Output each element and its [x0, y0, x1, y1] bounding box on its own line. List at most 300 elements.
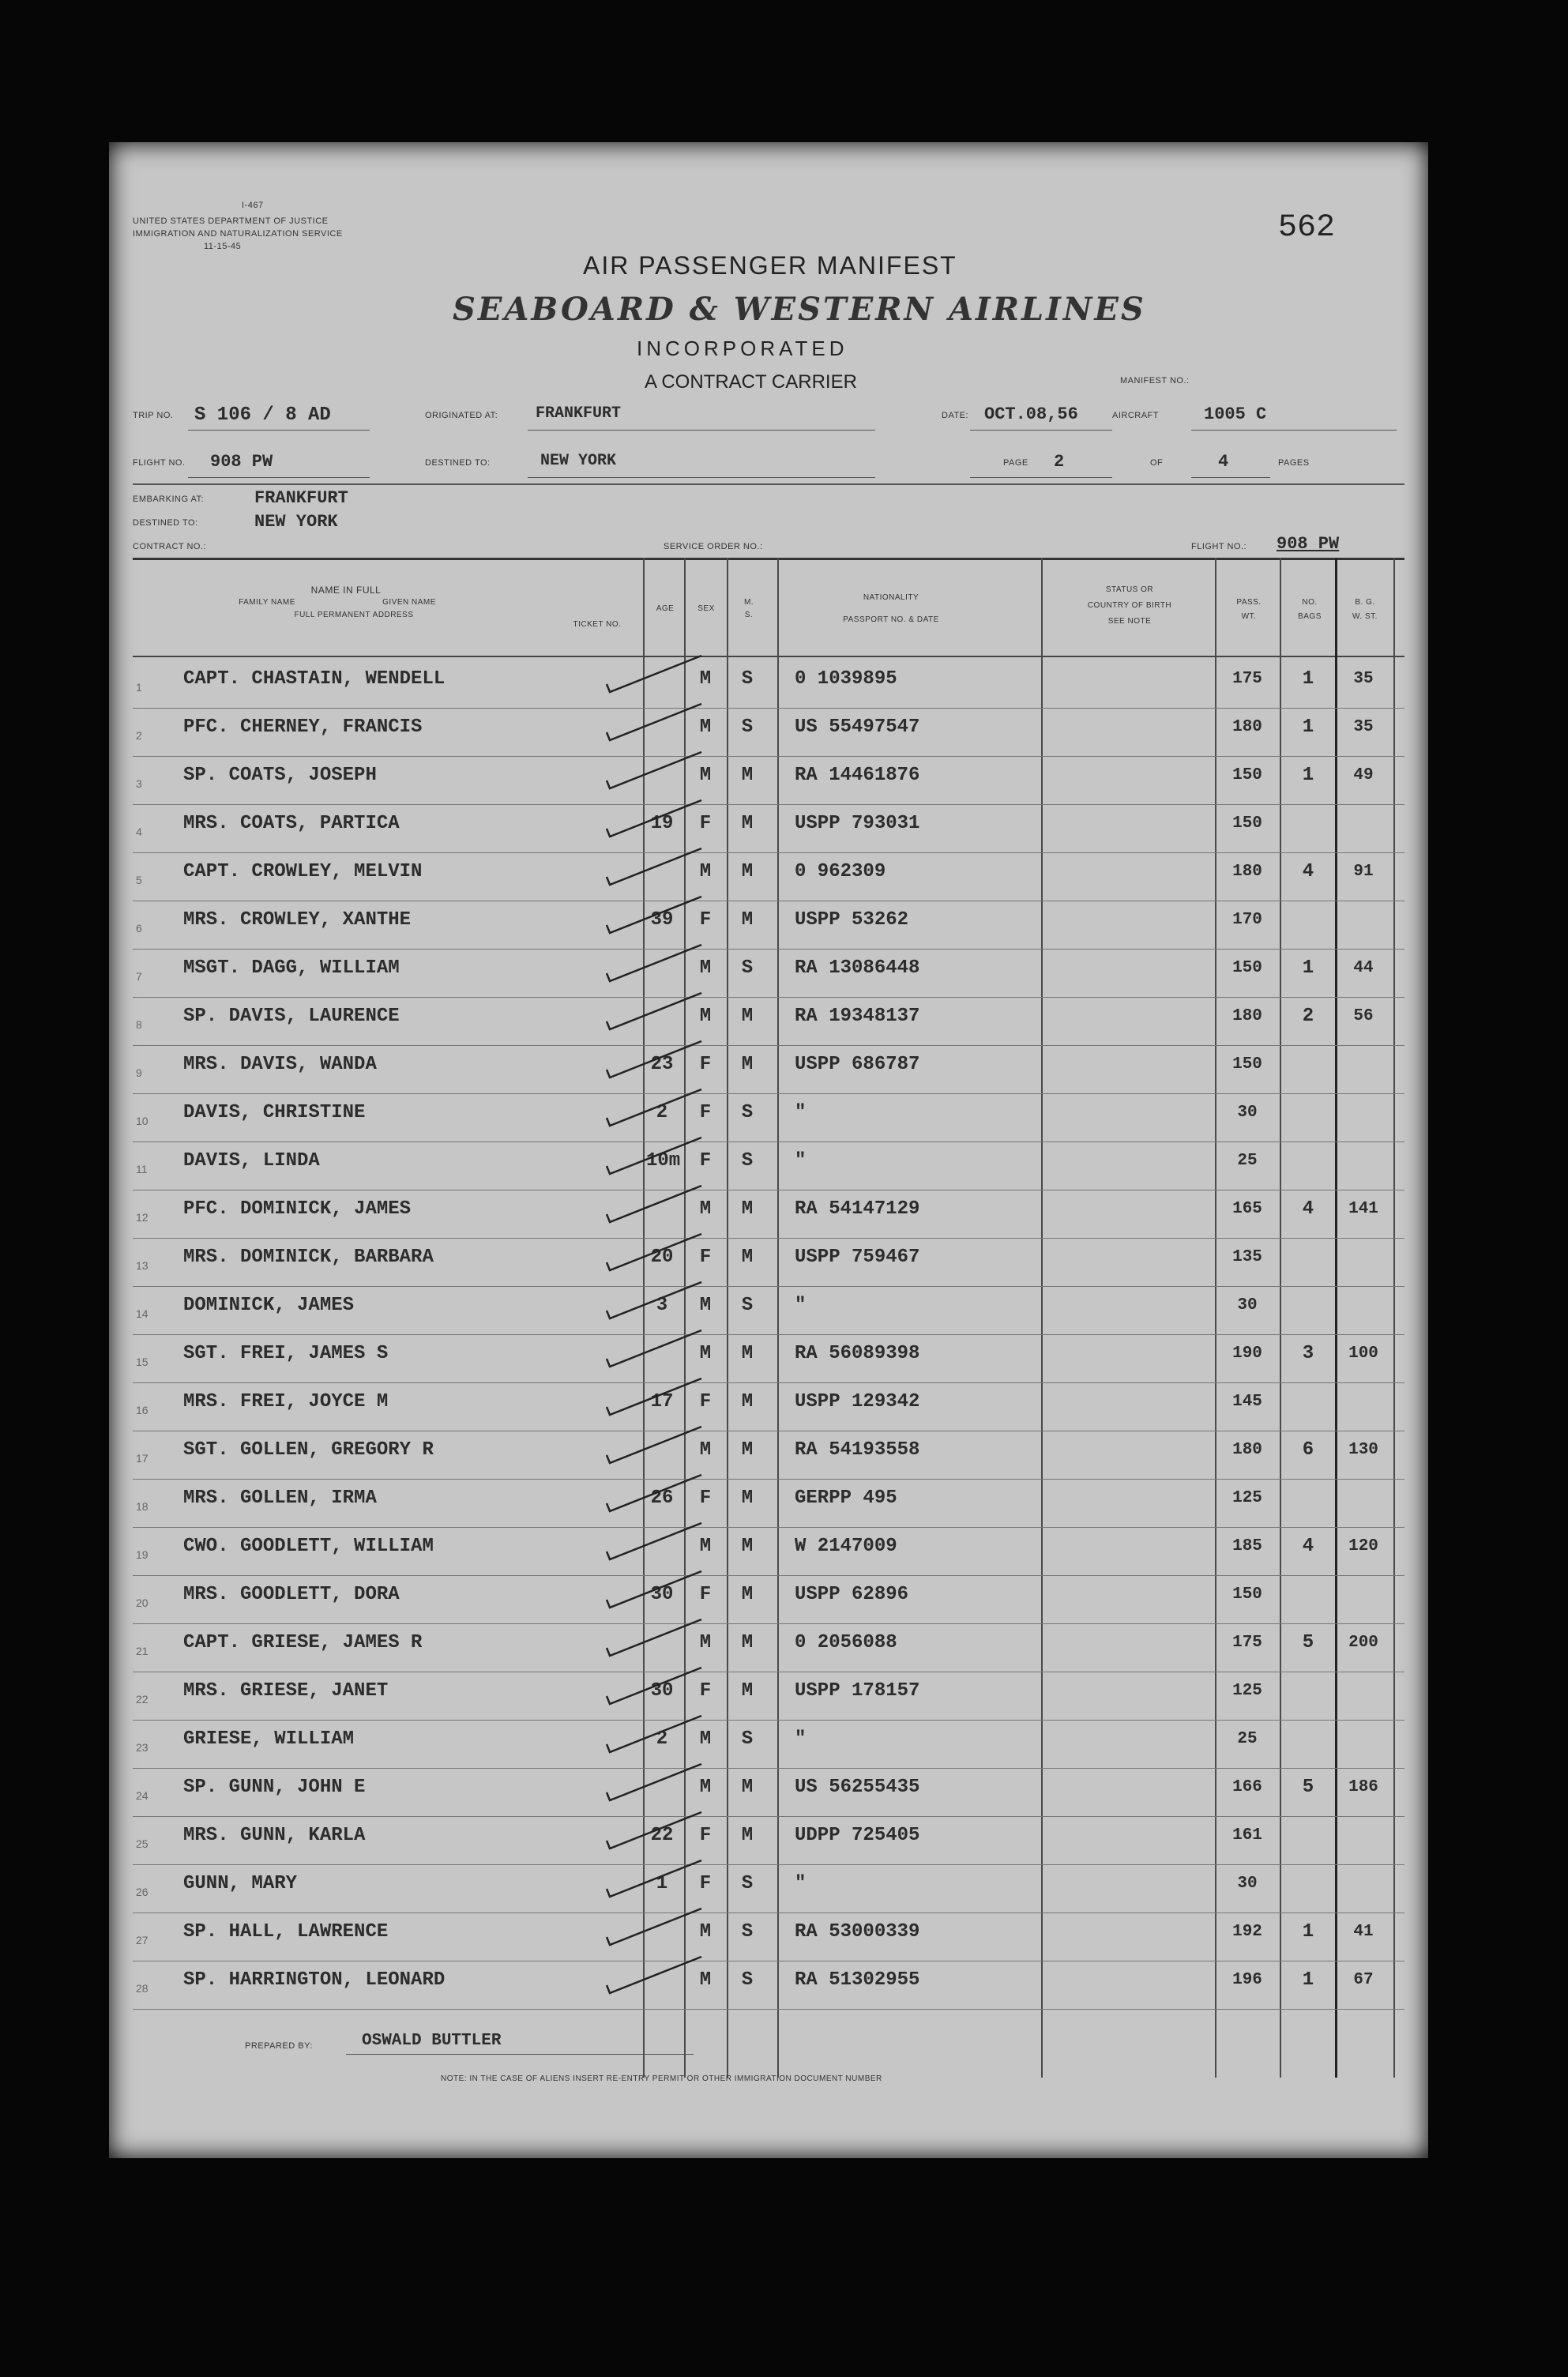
row-number: 15 [136, 1356, 149, 1368]
passenger-name: MRS. CROWLEY, XANTHE [183, 909, 412, 931]
row-number: 10 [136, 1115, 149, 1127]
row-number: 21 [136, 1645, 149, 1657]
carrier-type: A CONTRACT CARRIER [645, 371, 857, 393]
footer-note: NOTE: IN THE CASE OF ALIENS INSERT RE-ENTRY PERMIT OR OTHER IMMIGRATION DOCUMENT NUMBER [441, 2074, 882, 2083]
passenger-marital-status: M [741, 1439, 754, 1461]
table-row [109, 998, 1428, 1046]
passenger-name: MSGT. DAGG, WILLIAM [183, 957, 400, 979]
passenger-name: CAPT. CROWLEY, MELVIN [183, 861, 423, 882]
passenger-passport: RA 53000339 [795, 1921, 920, 1943]
passenger-weight: 180 [1232, 718, 1262, 736]
check-mark-icon [599, 1758, 709, 1805]
passenger-name: MRS. DOMINICK, BARBARA [183, 1247, 434, 1268]
check-mark-icon [599, 842, 709, 889]
passenger-weight: 180 [1232, 1441, 1262, 1459]
of-value: 4 [1218, 452, 1229, 472]
passenger-name: GRIESE, WILLIAM [183, 1728, 355, 1750]
table-row [109, 757, 1428, 805]
service-label: IMMIGRATION AND NATURALIZATION SERVICE [133, 229, 343, 239]
passenger-weight: 25 [1237, 1152, 1258, 1170]
passenger-bags: 1 [1302, 957, 1314, 979]
table-row [109, 1335, 1428, 1383]
row-number: 28 [136, 1982, 149, 1995]
passenger-bags: 5 [1302, 1777, 1314, 1798]
passenger-name: PFC. CHERNEY, FRANCIS [183, 716, 423, 738]
passenger-marital-status: S [741, 957, 754, 979]
passenger-marital-status: S [741, 1102, 754, 1123]
manifest-title: AIR PASSENGER MANIFEST [583, 251, 957, 280]
passenger-weight: 190 [1232, 1345, 1262, 1363]
passenger-passport: " [795, 1295, 807, 1316]
passenger-age: 20 [650, 1247, 674, 1268]
passenger-sex: M [699, 1777, 712, 1798]
page-stamp: 562 [1278, 210, 1336, 246]
passenger-sex: M [699, 957, 712, 979]
passenger-name: GUNN, MARY [183, 1873, 298, 1894]
passenger-bags: 5 [1302, 1632, 1314, 1653]
passenger-name: DAVIS, CHRISTINE [183, 1102, 366, 1123]
passenger-sex: F [699, 909, 712, 931]
passenger-sex: M [699, 765, 712, 786]
check-mark-icon [599, 1661, 709, 1709]
passenger-bags: 6 [1302, 1439, 1314, 1461]
passenger-name: CAPT. CHASTAIN, WENDELL [183, 668, 446, 690]
passenger-bag-weight: 100 [1348, 1345, 1378, 1363]
check-mark-icon [599, 746, 709, 793]
passenger-name: MRS. GUNN, KARLA [183, 1825, 366, 1846]
passenger-age: 2 [656, 1102, 668, 1123]
passenger-marital-status: M [741, 1680, 754, 1702]
passenger-bags: 4 [1302, 1198, 1314, 1220]
flight-no-label: FLIGHT NO. [133, 458, 186, 468]
passenger-sex: M [699, 1921, 712, 1943]
passenger-bags: 1 [1302, 1921, 1314, 1943]
passenger-bag-weight: 56 [1353, 1007, 1374, 1025]
passenger-marital-status: S [741, 1728, 754, 1750]
check-mark-icon [599, 1276, 709, 1323]
passenger-weight: 145 [1232, 1393, 1262, 1411]
passenger-sex: M [699, 1632, 712, 1653]
passenger-marital-status: S [741, 1921, 754, 1943]
passenger-marital-status: M [741, 1536, 754, 1557]
passenger-bags: 1 [1302, 716, 1314, 738]
passenger-passport: USPP 759467 [795, 1247, 920, 1268]
check-mark-icon [599, 1565, 709, 1612]
check-mark-icon [599, 1420, 709, 1468]
flight-no: 908 PW [210, 452, 273, 472]
row-number: 12 [136, 1211, 149, 1224]
incorporated-label: INCORPORATED [637, 337, 848, 360]
table-row [109, 805, 1428, 853]
passenger-name: SP. HARRINGTON, LEONARD [183, 1969, 446, 1991]
passenger-name: SP. DAVIS, LAURENCE [183, 1006, 400, 1027]
passenger-name: PFC. DOMINICK, JAMES [183, 1198, 412, 1220]
passenger-sex: F [699, 1680, 712, 1702]
form-number: I-467 [242, 201, 264, 210]
table-row [109, 1721, 1428, 1769]
row-number: 11 [136, 1163, 148, 1175]
passenger-weight: 30 [1237, 1104, 1258, 1122]
row-number: 14 [136, 1307, 149, 1320]
passenger-passport: W 2147009 [795, 1536, 897, 1557]
table-row [109, 1528, 1428, 1576]
passenger-marital-status: M [741, 1198, 754, 1220]
col-age: AGE [656, 604, 675, 613]
check-mark-icon [599, 1613, 709, 1661]
col-bags-2: BAGS [1298, 612, 1322, 621]
passenger-passport: USPP 62896 [795, 1584, 909, 1605]
passenger-marital-status: S [741, 716, 754, 738]
check-mark-icon [599, 938, 709, 986]
col-bw-1: B. G. [1355, 598, 1375, 607]
col-ms-2: S. [744, 611, 754, 619]
passenger-name: MRS. GOLLEN, IRMA [183, 1488, 377, 1509]
department-label: UNITED STATES DEPARTMENT OF JUSTICE [133, 216, 329, 226]
passenger-weight: 192 [1232, 1923, 1262, 1941]
passenger-bag-weight: 35 [1353, 718, 1374, 736]
passenger-passport: 0 1039895 [795, 668, 897, 690]
table-row [109, 1046, 1428, 1094]
passenger-weight: 135 [1232, 1248, 1262, 1266]
embarking-label: EMBARKING AT: [133, 495, 205, 504]
trip-no-label: TRIP NO. [133, 411, 174, 420]
passenger-name: MRS. COATS, PARTICA [183, 813, 400, 834]
passenger-passport: US 55497547 [795, 716, 920, 738]
row-number: 9 [136, 1066, 142, 1079]
passenger-passport: RA 54147129 [795, 1198, 920, 1220]
passenger-sex: F [699, 1488, 712, 1509]
passenger-age: 3 [656, 1295, 668, 1316]
passenger-marital-status: M [741, 1632, 754, 1653]
passenger-name: SP. GUNN, JOHN E [183, 1777, 366, 1798]
passenger-bag-weight: 186 [1348, 1778, 1378, 1796]
passenger-marital-status: S [741, 1969, 754, 1991]
passenger-age: 30 [650, 1680, 674, 1702]
passenger-marital-status: M [741, 765, 754, 786]
row-number: 27 [136, 1934, 149, 1946]
col-ticket: TICKET NO. [573, 620, 622, 629]
passenger-bag-weight: 49 [1353, 766, 1374, 784]
passenger-marital-status: S [741, 1873, 754, 1894]
passenger-name: CWO. GOODLETT, WILLIAM [183, 1536, 434, 1557]
passenger-sex: F [699, 1150, 712, 1172]
col-nationality: NATIONALITY [863, 593, 919, 602]
row-number: 20 [136, 1597, 149, 1609]
passenger-sex: M [699, 1728, 712, 1750]
passenger-bag-weight: 91 [1353, 863, 1374, 881]
passenger-weight: 125 [1232, 1489, 1262, 1507]
date-label: DATE: [942, 411, 969, 420]
originated-label: ORIGINATED AT: [425, 411, 498, 420]
passenger-marital-status: S [741, 1150, 754, 1172]
table-row [109, 853, 1428, 901]
passenger-name: MRS. GOODLETT, DORA [183, 1584, 400, 1605]
passenger-passport: " [795, 1728, 807, 1750]
page-label: PAGE [1003, 458, 1028, 468]
check-mark-icon [599, 1035, 709, 1082]
passenger-age: 26 [650, 1488, 674, 1509]
passenger-sex: F [699, 1102, 712, 1123]
passenger-bags: 4 [1302, 1536, 1314, 1557]
passenger-passport: RA 51302955 [795, 1969, 920, 1991]
passenger-passport: " [795, 1150, 807, 1172]
check-mark-icon [599, 1324, 709, 1371]
trip-no: S 106 / 8 AD [194, 404, 331, 426]
aircraft-value: 1005 C [1204, 404, 1267, 424]
passenger-weight: 30 [1237, 1296, 1258, 1314]
passenger-marital-status: M [741, 1006, 754, 1027]
check-mark-icon [599, 890, 709, 938]
col-status-1: STATUS OR [1105, 585, 1154, 594]
table-row [109, 1431, 1428, 1480]
passenger-marital-status: M [741, 1777, 754, 1798]
passenger-sex: F [699, 1873, 712, 1894]
passenger-age: 19 [650, 813, 674, 834]
passenger-bag-weight: 141 [1348, 1200, 1378, 1218]
passenger-sex: F [699, 1054, 712, 1075]
passenger-bag-weight: 35 [1353, 670, 1374, 688]
col-bags-1: NO. [1302, 598, 1318, 607]
passenger-bags: 4 [1302, 861, 1314, 882]
passenger-sex: M [699, 1006, 712, 1027]
table-row [109, 660, 1428, 709]
passenger-weight: 25 [1237, 1730, 1258, 1748]
row-number: 8 [136, 1018, 142, 1031]
passenger-name: MRS. DAVIS, WANDA [183, 1054, 377, 1075]
row-number: 2 [136, 729, 142, 742]
passenger-weight: 150 [1232, 1585, 1262, 1604]
destined-label: DESTINED TO: [425, 458, 491, 468]
row-number: 4 [136, 826, 142, 838]
passenger-sex: M [699, 716, 712, 738]
passenger-marital-status: M [741, 1488, 754, 1509]
passenger-weight: 170 [1232, 911, 1262, 929]
passenger-bag-weight: 200 [1348, 1634, 1378, 1652]
passenger-bag-weight: 120 [1348, 1537, 1378, 1555]
check-mark-icon [599, 1469, 709, 1516]
check-mark-icon [599, 987, 709, 1034]
passenger-sex: M [699, 1295, 712, 1316]
table-row [109, 1480, 1428, 1528]
row-number: 1 [136, 681, 142, 694]
col-bw-2: W. ST. [1352, 612, 1378, 621]
table-row [109, 1094, 1428, 1142]
page-value: 2 [1054, 452, 1065, 472]
passenger-weight: 180 [1232, 863, 1262, 881]
passenger-marital-status: M [741, 909, 754, 931]
passenger-passport: UDPP 725405 [795, 1825, 920, 1846]
passenger-age: 23 [650, 1054, 674, 1075]
check-mark-icon [599, 1902, 709, 1950]
table-row [109, 709, 1428, 757]
row-number: 18 [136, 1500, 149, 1513]
passenger-passport: USPP 793031 [795, 813, 920, 834]
passenger-weight: 166 [1232, 1778, 1262, 1796]
col-status-3: SEE NOTE [1107, 617, 1152, 626]
table-row [109, 1961, 1428, 2010]
check-mark-icon [599, 1854, 709, 1901]
col-given: GIVEN NAME [382, 598, 436, 607]
manifest-no-label: MANIFEST NO.: [1120, 376, 1190, 386]
row-number: 3 [136, 777, 142, 790]
passenger-bags: 1 [1302, 668, 1314, 690]
row-number: 22 [136, 1693, 149, 1706]
table-row [109, 1287, 1428, 1335]
check-mark-icon [599, 1517, 709, 1564]
passenger-name: SP. HALL, LAWRENCE [183, 1921, 389, 1943]
check-mark-icon [599, 1950, 709, 1998]
passenger-sex: M [699, 1969, 712, 1991]
row-number: 19 [136, 1548, 149, 1561]
passenger-weight: 185 [1232, 1537, 1262, 1555]
prepared-label: PREPARED BY: [245, 2041, 313, 2051]
passenger-passport: GERPP 495 [795, 1488, 897, 1509]
passenger-bag-weight: 44 [1353, 959, 1374, 977]
passenger-age: 2 [656, 1728, 668, 1750]
passenger-weight: 165 [1232, 1200, 1262, 1218]
table-row [109, 1142, 1428, 1190]
passenger-passport: RA 13086448 [795, 957, 920, 979]
row-number: 16 [136, 1404, 149, 1416]
passenger-passport: USPP 178157 [795, 1680, 920, 1702]
passenger-weight: 150 [1232, 1055, 1262, 1074]
col-passport: PASSPORT NO. & DATE [843, 615, 939, 624]
check-mark-icon [599, 794, 709, 841]
passenger-passport: 0 962309 [795, 861, 886, 882]
passenger-passport: USPP 686787 [795, 1054, 920, 1075]
table-row [109, 1672, 1428, 1721]
passenger-marital-status: M [741, 1391, 754, 1412]
airline-name: SEABOARD & WESTERN AIRLINES [453, 291, 1146, 328]
date-value: OCT.08,56 [984, 404, 1078, 424]
check-mark-icon [599, 1372, 709, 1420]
col-address: FULL PERMANENT ADDRESS [294, 611, 414, 619]
passenger-sex: M [699, 1198, 712, 1220]
destined2-label: DESTINED TO: [133, 518, 198, 528]
passenger-bag-weight: 67 [1353, 1971, 1374, 1989]
check-mark-icon [599, 1179, 709, 1227]
passenger-weight: 150 [1232, 814, 1262, 833]
passenger-sex: M [699, 861, 712, 882]
passenger-bags: 2 [1302, 1006, 1314, 1027]
of-label: OF [1150, 458, 1164, 468]
passenger-name: CAPT. GRIESE, JAMES R [183, 1632, 423, 1653]
check-mark-icon [599, 649, 709, 697]
passenger-weight: 125 [1232, 1682, 1262, 1700]
originated-value: FRANKFURT [536, 404, 622, 423]
table-row [109, 1817, 1428, 1865]
passenger-marital-status: S [741, 1295, 754, 1316]
passenger-weight: 150 [1232, 766, 1262, 784]
passenger-marital-status: M [741, 1247, 754, 1268]
passenger-bag-weight: 130 [1348, 1441, 1378, 1459]
passenger-age: 30 [650, 1584, 674, 1605]
flight-no2-value: 908 PW [1277, 534, 1340, 554]
passenger-bag-weight: 41 [1353, 1923, 1374, 1941]
col-status-2: COUNTRY OF BIRTH [1087, 601, 1172, 610]
passenger-marital-status: M [741, 861, 754, 882]
passenger-marital-status: M [741, 1054, 754, 1075]
destined2-value: NEW YORK [254, 512, 338, 532]
passenger-name: SGT. FREI, JAMES S [183, 1343, 389, 1364]
table-row [109, 1913, 1428, 1961]
passenger-passport: RA 54193558 [795, 1439, 920, 1461]
passenger-sex: M [699, 668, 712, 690]
passenger-weight: 175 [1232, 670, 1262, 688]
passenger-age: 22 [650, 1825, 674, 1846]
passenger-weight: 30 [1237, 1875, 1258, 1893]
table-row [109, 1624, 1428, 1672]
row-number: 26 [136, 1886, 149, 1898]
passenger-name: DOMINICK, JAMES [183, 1295, 355, 1316]
contract-label: CONTRACT NO.: [133, 542, 207, 551]
passenger-age: 17 [650, 1391, 674, 1412]
check-mark-icon [599, 1709, 709, 1757]
passenger-passport: USPP 53262 [795, 909, 909, 931]
row-number: 25 [136, 1837, 149, 1850]
col-sex: SEX [698, 604, 715, 613]
destined-value: NEW YORK [540, 452, 617, 470]
passenger-passport: RA 19348137 [795, 1006, 920, 1027]
form-date: 11-15-45 [204, 242, 242, 251]
passenger-age: 10m [646, 1150, 681, 1172]
passenger-weight: 150 [1232, 959, 1262, 977]
passenger-marital-status: M [741, 813, 754, 834]
passenger-bags: 3 [1302, 1343, 1314, 1364]
passenger-passport: USPP 129342 [795, 1391, 920, 1412]
passenger-age: 39 [650, 909, 674, 931]
passenger-sex: F [699, 1391, 712, 1412]
passenger-sex: M [699, 1439, 712, 1461]
passenger-sex: M [699, 1343, 712, 1364]
passenger-sex: M [699, 1536, 712, 1557]
check-mark-icon [599, 698, 709, 745]
check-mark-icon [599, 1131, 709, 1179]
passenger-sex: F [699, 813, 712, 834]
row-number: 13 [136, 1259, 149, 1272]
passenger-bags: 1 [1302, 765, 1314, 786]
col-ms-1: M. [743, 598, 754, 607]
passenger-name: SP. COATS, JOSEPH [183, 765, 377, 786]
passenger-passport: " [795, 1873, 807, 1894]
service-order-label: SERVICE ORDER NO.: [664, 542, 763, 551]
passenger-weight: 161 [1232, 1826, 1262, 1845]
col-family: FAMILY NAME [239, 598, 295, 607]
table-row [109, 1769, 1428, 1817]
col-name: NAME IN FULL [310, 585, 382, 596]
check-mark-icon [599, 1228, 709, 1275]
col-weight-1: PASS. [1236, 598, 1262, 607]
passenger-weight: 196 [1232, 1971, 1262, 1989]
table-row [109, 901, 1428, 950]
passenger-passport: US 56255435 [795, 1777, 920, 1798]
embarking-value: FRANKFURT [254, 488, 348, 508]
table-row [109, 1239, 1428, 1287]
passenger-sex: F [699, 1584, 712, 1605]
passenger-passport: RA 14461876 [795, 765, 920, 786]
flight-no2-label: FLIGHT NO.: [1191, 542, 1247, 551]
row-number: 17 [136, 1452, 149, 1465]
passenger-marital-status: M [741, 1343, 754, 1364]
row-number: 6 [136, 922, 142, 935]
passenger-sex: F [699, 1247, 712, 1268]
passenger-name: DAVIS, LINDA [183, 1150, 320, 1172]
table-row [109, 1865, 1428, 1913]
passenger-weight: 180 [1232, 1007, 1262, 1025]
table-row [109, 950, 1428, 998]
table-row [109, 1190, 1428, 1239]
passenger-passport: RA 56089398 [795, 1343, 920, 1364]
